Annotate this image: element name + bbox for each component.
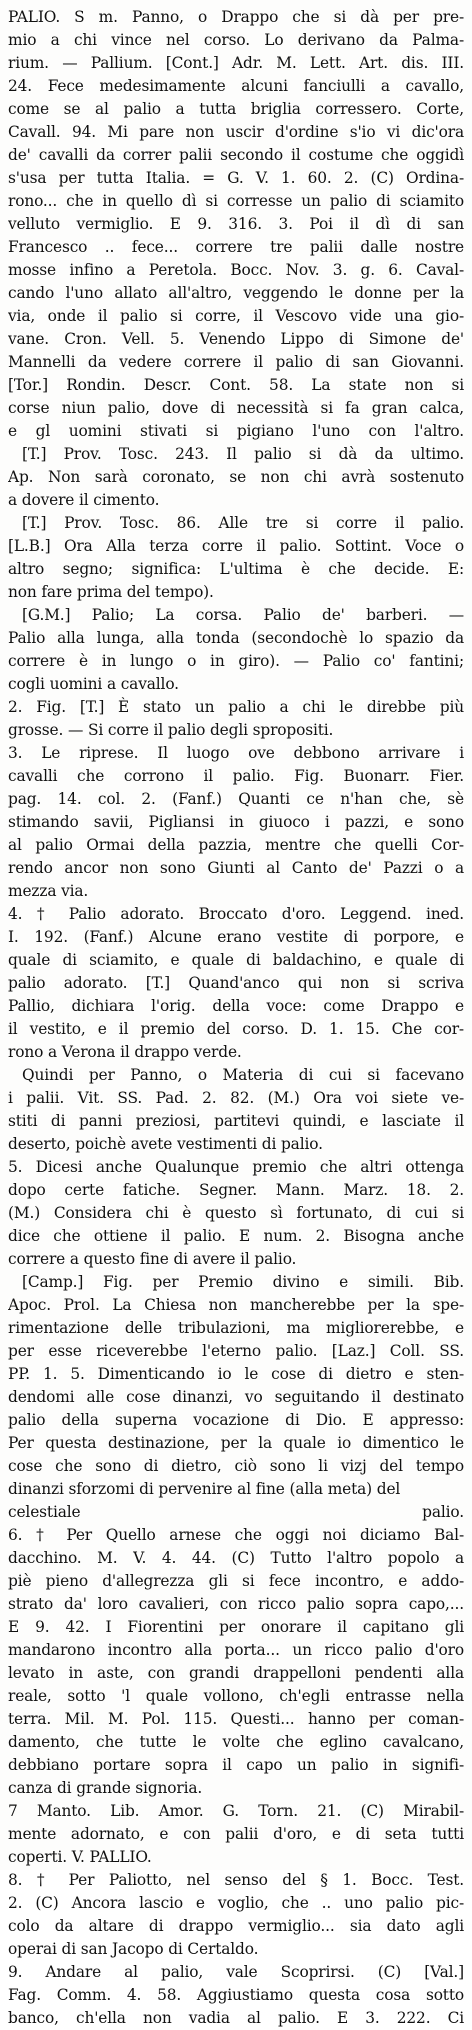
entry-text-line: rium. — Pallium. [Cont.] Adr. M. Lett. Art. dis. III. <box>8 54 464 72</box>
entry-text-line: a dovere il cimento. <box>8 491 160 509</box>
entry-text-line: (M.) Considera chi è questo sì fortunato, di cui si <box>8 1204 464 1222</box>
entry-text-line: altro segno; significa: L'ultima è che decide. E: <box>8 560 464 578</box>
entry-text-line: Francesco .. fece... correre tre palii dalle nostre <box>8 238 464 256</box>
entry-text-line: pag. 14. col. 2. (Fanf.) Quanti ce n'han che, sè <box>8 790 464 808</box>
entry-text-line: mezza via. <box>8 882 89 900</box>
entry-text-line: reale, sotto 'l quale vollono, ch'egli entrasse nella <box>8 1687 464 1705</box>
entry-text-line: il vestito, e il premio del corso. D. 1. 15. Che cor- <box>8 1020 464 1038</box>
entry-text-line: PP. 1. 5. Dimenticando io le cose di dietro e sten- <box>8 1365 464 1383</box>
entry-text-line: cogli uomini a cavallo. <box>8 675 179 693</box>
entry-text-line: stiti di panni preziosi, partitevi quindi, e lasciate il <box>8 1112 464 1130</box>
entry-text-line: dacchino. M. V. 4. 44. (C) Tutto l'altro popolo a <box>8 1549 464 1567</box>
entry-text-line: corse niun palio, dove di necessità si fa gran calca, <box>8 399 464 417</box>
entry-text-line: Pallio, dichiara l'orig. della voce: come Drappo e <box>8 997 464 1015</box>
entry-text-line: Cavall. 94. Mi pare non uscir d'ordine s'io vi dic'ora <box>8 123 464 141</box>
entry-text-line: vane. Cron. Vell. 5. Venendo Lippo di Simone de' <box>8 330 464 348</box>
entry-text-line: cose che sono di dietro, ciò sono li vizj del tempo <box>8 1457 464 1475</box>
entry-text-line: grosse. — Si corre il palio degli spropositi. <box>8 721 334 739</box>
entry-text-line: damento, che tutte le volte che eglino cavalcano, <box>8 1733 464 1751</box>
entry-text-line: strato da' loro cavalieri, con ricco palio sopra capo,... <box>8 1595 464 1613</box>
entry-text-line: palio adorato. [T.] Quand'anco qui non si scriva <box>8 974 464 992</box>
entry-text-line: i palii. Vit. SS. Pad. 2. 82. (M.) Ora voi siete ve- <box>8 1089 464 1107</box>
entry-text-line: debbiano portare sopra il capo un palio in signifi- <box>8 1756 464 1774</box>
entry-text-line: E 9. 42. I Fiorentini per onorare il capitano gli <box>8 1618 464 1636</box>
entry-text-line: cavalli che corrono il palio. Fig. Buonarr. Fier. <box>8 767 464 785</box>
entry-text-line: 5. Dicesi anche Qualunque premio che altri ottenga <box>8 1158 464 1176</box>
entry-text-line: [T.] Prov. Tosc. 243. Il palio si dà da ultimo. <box>22 445 464 463</box>
entry-text-line: [T.] Prov. Tosc. 86. Alle tre si corre il palio. <box>22 514 464 532</box>
entry-text-line: al palio Ormai della pazzia, mentre che quelli Cor- <box>8 836 464 854</box>
entry-text-line: mandarono incontro alla porta... un ricco palio d'oro <box>8 1641 464 1659</box>
entry-text-line: operai di san Jacopo di Certaldo. <box>8 1940 259 1958</box>
entry-text-line: Apoc. Prol. La Chiesa non mancherebbe per la spe- <box>8 1296 464 1314</box>
entry-text-line: terra. Mil. M. Pol. 115. Questi... hanno per coman- <box>8 1710 464 1728</box>
entry-text-line: non fare prima del tempo). <box>8 583 214 601</box>
entry-text-line: colo da altare di drappo vermiglio... sia dato agli <box>8 1917 464 1935</box>
entry-text-line: deserto, poichè avete vestimenti di palio. <box>8 1135 323 1153</box>
entry-text-line: mosse infino a Peretola. Bocc. Nov. 3. g. 6. Caval- <box>8 261 464 279</box>
entry-text-line: 2. Fig. [T.] È stato un palio a chi le direbbe più <box>8 698 464 716</box>
entry-text-line: correre è in lungo o in giro). — Palio co' fantini; <box>8 652 464 670</box>
entry-text-line: levato in aste, con grandi drappelloni pendenti alla <box>8 1664 464 1682</box>
entry-text-line: dinanzi sforzomi di pervenire al fine (alla meta) del <box>8 1480 401 1498</box>
entry-text-line: dopo certe fatiche. Segner. Mann. Marz. 18. 2. <box>8 1181 464 1199</box>
entry-text-line: Per questa destinazione, per la quale io dimentico le <box>8 1434 464 1452</box>
entry-text-line: I. 192. (Fanf.) Alcune erano vestite di porpore, e <box>8 928 464 946</box>
entry-text-line: per esse riceverebbe l'eterno palio. [Laz.] Coll. SS. <box>8 1342 464 1360</box>
entry-text-line: Palio alla lunga, alla tonda (secondochè lo spazio da <box>8 629 464 647</box>
entry-text-line: 7 Manto. Lib. Amor. G. Torn. 21. (C) Mirabil- <box>8 1802 464 1820</box>
entry-text-line: quale di sciamito, e quale di baldachino, e quale di <box>8 951 464 969</box>
entry-text-line: come se al palio a tutta briglia corressero. Corte, <box>8 100 464 118</box>
entry-text-line: canza di grande signoria. <box>8 1779 203 1797</box>
entry-text-line: dice che ottiene il palio. E num. 2. Bisogna anche <box>8 1227 464 1245</box>
entry-text-line: rendo ancor non sono Giunti al Canto de' Pazzi o a <box>8 859 464 877</box>
entry-text-line: [G.M.] Palio; La corsa. Palio de' barberi. — <box>22 606 464 624</box>
entry-text-line: via, onde il palio si corre, il Vescovo vide una gio- <box>8 307 464 325</box>
entry-text-line: de' cavalli da correr palii secondo il costume che oggidì <box>8 146 464 164</box>
entry-text-line: 9. Andare al palio, vale Scoprirsi. (C) [Val.] <box>8 1963 464 1981</box>
entry-text-line: 6. † Per Quello arnese che oggi noi diciamo Bal- <box>8 1526 464 1544</box>
entry-text-line: palio della superna vocazione di Dio. E appresso: <box>8 1411 464 1429</box>
entry-text-line: s'usa per tutta Italia. = G. V. 1. 60. 2. (C) Ordina- <box>8 169 464 187</box>
entry-text-line: rono... che in quello dì si corresse un palio di sciamito <box>8 192 464 210</box>
entry-text-line: [L.B.] Ora Alla terza corre il palio. Sottint. Voce o <box>8 537 464 555</box>
entry-text-line: mio a chi vince nel corso. Lo derivano da Palma- <box>8 31 464 49</box>
entry-text-line: e gl uomini stivati si pigiano l'uno con l'altro. <box>8 422 464 440</box>
entry-text-line: rono a Verona il drappo verde. <box>8 1043 242 1061</box>
entry-text-line: Fag. Comm. 4. 58. Aggiustiamo questa cosa sotto <box>8 1986 464 2004</box>
entry-text-line: Ap. Non sarà coronato, se non chi avrà sostenuto <box>8 468 464 486</box>
entry-text-line: coperti. V. PALLIO. <box>8 1848 152 1866</box>
entry-headword-line: PALIO. S m. Panno, o Drappo che si dà per pre- <box>8 8 464 26</box>
entry-text-line: correre a questo fine di avere il palio. <box>8 1250 297 1268</box>
entry-text-line: mente adornato, e con palii d'oro, e di seta tutti <box>8 1825 464 1843</box>
entry-text-line: 24. Fece medesimamente alcuni fanciulli a cavallo, <box>8 77 464 95</box>
entry-text-line: 4. † Palio adorato. Broccato d'oro. Leggend. ined. <box>8 905 464 923</box>
entry-text-line: celestiale palio. <box>8 1503 464 1521</box>
entry-text-line: piè pieno d'allegrezza gli si fece incontro, e addo- <box>8 1572 464 1590</box>
entry-text-line: rimentazione delle tribulazioni, ma migliorerebbe, e <box>8 1319 464 1337</box>
entry-text-line: 3. Le riprese. Il luogo ove debbono arrivare i <box>8 744 464 762</box>
entry-text-line: cando l'uno allato all'altro, veggendo le donne per la <box>8 284 464 302</box>
entry-text-line: 8. † Per Paliotto, nel senso del § 1. Bocc. Test. <box>8 1871 464 1889</box>
entry-text-line: banco, ch'ella non vadia al palio. E 3. 222. Ci <box>8 2009 464 2027</box>
entry-text-line: [Tor.] Rondin. Descr. Cont. 58. La state non si <box>8 376 464 394</box>
entry-text-line: stimando savii, Pigliansi in giuoco i pazzi, e sono <box>8 813 464 831</box>
entry-text-line: velluto vermiglio. E 9. 316. 3. Poi il dì di san <box>8 215 464 233</box>
entry-text-line: Quindi per Panno, o Materia di cui si facevano <box>22 1066 464 1084</box>
entry-text-line: 2. (C) Ancora lascio e voglio, che .. uno palio pic- <box>8 1894 464 1912</box>
entry-text-line: dendomi alle cose dinanzi, vo seguitando il destinato <box>8 1388 464 1406</box>
entry-text-line: [Camp.] Fig. per Premio divino e simili. Bib. <box>22 1273 464 1291</box>
entry-text-line: Mannelli da vedere correre il palio di san Giovanni. <box>8 353 464 371</box>
